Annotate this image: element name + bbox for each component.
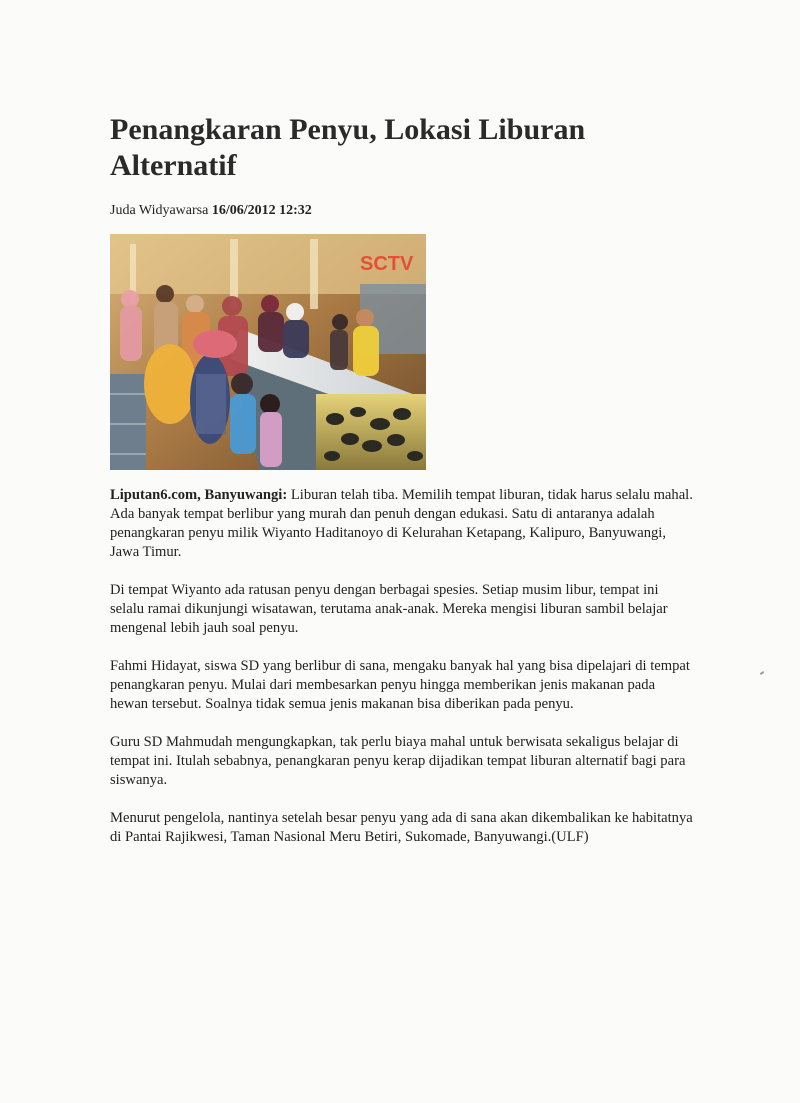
paragraph-3: Fahmi Hidayat, siswa SD yang berlibur di sana, mengaku banyak hal yang bisa dipelajari di tempat penangkaran penyu. Mulai dari membesarkan penyu hingga memberikan jenis makanan pada hewan tersebut. Soalnya tidak semua jenis makanan bisa diberikan pada penyu. <box>110 658 690 712</box>
paragraph-2: Di tempat Wiyanto ada ratusan penyu dengan berbagai spesies. Setiap musim libur, tempat ini selalu ramai dikunjungi wisatawan, terutama anak-anak. Mereka mengisi liburan sambil belajar mengenal lebih jauh soal penyu. <box>110 582 668 636</box>
dateline: Liputan6.com, Banyuwangi: <box>110 487 288 503</box>
byline <box>110 202 312 220</box>
article-title: Penangkaran Penyu, Lokasi Liburan Alternatif <box>110 113 586 182</box>
paragraph-text: Liburan telah tiba. Memilih tempat liburan, tidak harus selalu mahal. Ada banyak tempat berlibur yang murah dan penuh dengan edukasi. Satu di antaranya adalah penangkaran penyu milik Wiyanto Haditanoyo di Kelurahan Ketapang, Kalipuro, Banyuwangi, Jawa Timur. <box>110 487 693 560</box>
article-body <box>110 486 695 866</box>
paragraph-4: Guru SD Mahmudah mengungkapkan, tak perlu biaya mahal untuk berwisata sekaligus belajar di tempat ini. Itulah sebabnya, penangkaran penyu kerap dijadikan tempat liburan alternatif bagi para siswanya. <box>110 734 686 788</box>
scan-speck <box>760 671 764 675</box>
article-photo <box>110 234 426 470</box>
publish-date: 16/06/2012 12:32 <box>211 203 312 218</box>
photo-watermark: SCTV <box>360 253 414 275</box>
paragraph-1 <box>110 486 695 562</box>
author-name: Juda Widyawarsa <box>110 203 209 218</box>
paragraph-5: Menurut pengelola, nantinya setelah besar penyu yang ada di sana akan dikembalikan ke habitatnya di Pantai Rajikwesi, Taman Nasional Meru Betiri, Sukomade, Banyuwangi.(ULF) <box>110 810 693 845</box>
photo-illustration <box>110 234 426 470</box>
